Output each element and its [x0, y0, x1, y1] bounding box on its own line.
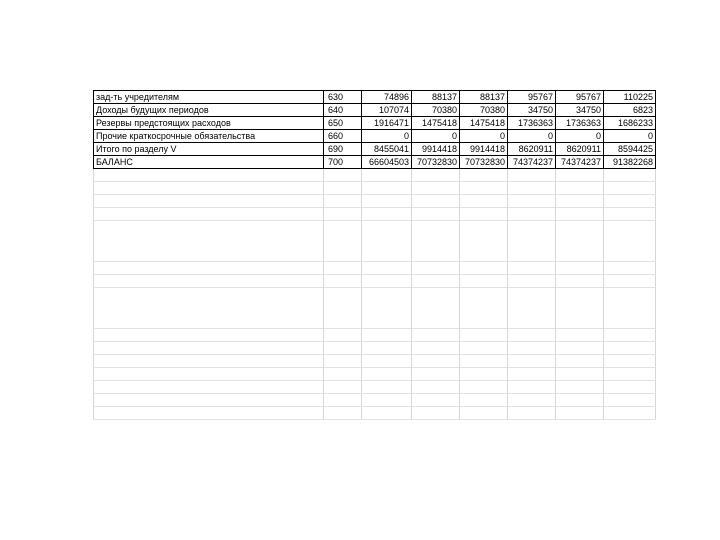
empty-cell[interactable]	[460, 394, 508, 407]
empty-cell[interactable]	[604, 195, 656, 208]
value-cell[interactable]: 34750	[508, 104, 556, 117]
empty-cell[interactable]	[460, 221, 508, 262]
empty-cell[interactable]	[604, 329, 656, 342]
empty-cell[interactable]	[604, 407, 656, 420]
empty-cell[interactable]	[460, 342, 508, 355]
row-code[interactable]: 700	[324, 156, 362, 169]
empty-cell[interactable]	[94, 262, 324, 275]
row-code[interactable]: 660	[324, 130, 362, 143]
empty-cell[interactable]	[324, 182, 362, 195]
empty-cell[interactable]	[324, 169, 362, 182]
empty-row	[94, 195, 656, 208]
row-code[interactable]: 650	[324, 117, 362, 130]
empty-cell[interactable]	[508, 329, 556, 342]
value-cell[interactable]: 1686233	[604, 117, 656, 130]
empty-cell[interactable]	[604, 182, 656, 195]
empty-cell[interactable]	[94, 355, 324, 368]
empty-cell[interactable]	[412, 275, 460, 288]
value-cell[interactable]: 70732830	[460, 156, 508, 169]
empty-cell[interactable]	[324, 355, 362, 368]
empty-row	[94, 355, 656, 368]
empty-cell[interactable]	[362, 275, 412, 288]
empty-row	[94, 342, 656, 355]
empty-cell[interactable]	[508, 355, 556, 368]
empty-cell[interactable]	[556, 208, 604, 221]
empty-cell[interactable]	[604, 342, 656, 355]
empty-cell[interactable]	[324, 394, 362, 407]
value-cell[interactable]: 95767	[556, 91, 604, 104]
value-cell[interactable]: 91382268	[604, 156, 656, 169]
empty-cell[interactable]	[556, 275, 604, 288]
empty-cell[interactable]	[94, 368, 324, 381]
value-cell[interactable]: 1475418	[412, 117, 460, 130]
row-label[interactable]: зад-ть учредителям	[94, 91, 324, 104]
row-code[interactable]: 630	[324, 91, 362, 104]
empty-cell[interactable]	[604, 394, 656, 407]
value-cell[interactable]: 0	[508, 130, 556, 143]
empty-cell[interactable]	[362, 394, 412, 407]
value-cell[interactable]: 110225	[604, 91, 656, 104]
value-cell[interactable]: 0	[362, 130, 412, 143]
empty-cell[interactable]	[460, 169, 508, 182]
empty-cell[interactable]	[556, 394, 604, 407]
empty-cell[interactable]	[324, 407, 362, 420]
table-row	[94, 91, 656, 104]
empty-row	[94, 275, 656, 288]
value-cell[interactable]: 70380	[412, 104, 460, 117]
value-cell[interactable]: 9914418	[460, 143, 508, 156]
empty-cell[interactable]	[94, 329, 324, 342]
row-label[interactable]: Резервы предстоящих расходов	[94, 117, 324, 130]
empty-cell[interactable]	[460, 407, 508, 420]
empty-cell[interactable]	[604, 355, 656, 368]
empty-cell[interactable]	[460, 368, 508, 381]
empty-cell[interactable]	[508, 169, 556, 182]
empty-cell[interactable]	[94, 169, 324, 182]
empty-cell[interactable]	[412, 381, 460, 394]
empty-cell[interactable]	[508, 275, 556, 288]
table-row	[94, 130, 656, 143]
empty-cell[interactable]	[460, 275, 508, 288]
value-cell[interactable]: 107074	[362, 104, 412, 117]
empty-cell[interactable]	[508, 342, 556, 355]
empty-cell[interactable]	[362, 288, 412, 329]
empty-cell[interactable]	[412, 355, 460, 368]
empty-cell[interactable]	[324, 262, 362, 275]
value-cell[interactable]: 70732830	[412, 156, 460, 169]
empty-cell[interactable]	[508, 394, 556, 407]
table-row	[94, 156, 656, 169]
empty-row	[94, 407, 656, 420]
empty-cell[interactable]	[362, 208, 412, 221]
spreadsheet-table	[93, 90, 656, 420]
empty-cell[interactable]	[324, 195, 362, 208]
value-cell[interactable]: 66604503	[362, 156, 412, 169]
row-label[interactable]: Прочие краткосрочные обязательства	[94, 130, 324, 143]
row-label[interactable]: Итого по разделу V	[94, 143, 324, 156]
value-cell[interactable]: 8620911	[508, 143, 556, 156]
empty-cell[interactable]	[362, 262, 412, 275]
value-cell[interactable]: 9914418	[412, 143, 460, 156]
value-cell[interactable]: 8620911	[556, 143, 604, 156]
empty-cell[interactable]	[94, 221, 324, 262]
empty-cell[interactable]	[362, 182, 412, 195]
empty-cell[interactable]	[324, 275, 362, 288]
empty-cell[interactable]	[94, 407, 324, 420]
empty-cell[interactable]	[362, 195, 412, 208]
empty-cell[interactable]	[556, 169, 604, 182]
empty-cell[interactable]	[460, 329, 508, 342]
empty-cell[interactable]	[556, 407, 604, 420]
empty-cell[interactable]	[412, 288, 460, 329]
empty-row	[94, 169, 656, 182]
empty-cell[interactable]	[362, 169, 412, 182]
table-row	[94, 143, 656, 156]
empty-cell[interactable]	[412, 394, 460, 407]
empty-cell[interactable]	[362, 329, 412, 342]
empty-cell[interactable]	[460, 355, 508, 368]
empty-cell[interactable]	[362, 407, 412, 420]
empty-cell[interactable]	[604, 262, 656, 275]
empty-cell[interactable]	[508, 182, 556, 195]
empty-cell[interactable]	[604, 208, 656, 221]
empty-cell[interactable]	[604, 288, 656, 329]
sheet-body	[94, 91, 656, 420]
empty-cell[interactable]	[556, 355, 604, 368]
empty-cell[interactable]	[508, 381, 556, 394]
value-cell[interactable]: 0	[460, 130, 508, 143]
empty-row	[94, 394, 656, 407]
empty-cell[interactable]	[508, 221, 556, 262]
empty-cell[interactable]	[460, 288, 508, 329]
empty-cell[interactable]	[94, 182, 324, 195]
empty-cell[interactable]	[460, 381, 508, 394]
value-cell[interactable]: 70380	[460, 104, 508, 117]
empty-cell[interactable]	[604, 368, 656, 381]
empty-cell[interactable]	[324, 329, 362, 342]
empty-cell[interactable]	[556, 288, 604, 329]
table-row	[94, 104, 656, 117]
empty-cell[interactable]	[412, 169, 460, 182]
empty-cell[interactable]	[412, 329, 460, 342]
empty-cell[interactable]	[604, 275, 656, 288]
row-label[interactable]: Доходы будущих периодов	[94, 104, 324, 117]
value-cell[interactable]: 0	[412, 130, 460, 143]
empty-cell[interactable]	[324, 342, 362, 355]
empty-cell[interactable]	[362, 355, 412, 368]
empty-cell[interactable]	[508, 262, 556, 275]
value-cell[interactable]: 1916471	[362, 117, 412, 130]
empty-cell[interactable]	[556, 329, 604, 342]
empty-cell[interactable]	[412, 221, 460, 262]
value-cell[interactable]: 34750	[556, 104, 604, 117]
empty-cell[interactable]	[412, 262, 460, 275]
empty-cell[interactable]	[556, 221, 604, 262]
empty-cell[interactable]	[556, 182, 604, 195]
value-cell[interactable]: 74374237	[556, 156, 604, 169]
value-cell[interactable]: 88137	[460, 91, 508, 104]
value-cell[interactable]: 1736363	[556, 117, 604, 130]
value-cell[interactable]: 6823	[604, 104, 656, 117]
empty-cell[interactable]	[460, 195, 508, 208]
empty-cell[interactable]	[508, 407, 556, 420]
empty-cell[interactable]	[412, 368, 460, 381]
empty-cell[interactable]	[556, 381, 604, 394]
empty-cell[interactable]	[604, 221, 656, 262]
empty-cell[interactable]	[94, 275, 324, 288]
empty-row	[94, 329, 656, 342]
empty-cell[interactable]	[508, 195, 556, 208]
empty-cell[interactable]	[604, 169, 656, 182]
empty-cell[interactable]	[412, 342, 460, 355]
row-label[interactable]: БАЛАНС	[94, 156, 324, 169]
empty-cell[interactable]	[556, 368, 604, 381]
empty-cell[interactable]	[412, 407, 460, 420]
empty-row	[94, 262, 656, 275]
empty-row	[94, 368, 656, 381]
empty-cell[interactable]	[508, 368, 556, 381]
value-cell[interactable]: 8594425	[604, 143, 656, 156]
empty-cell[interactable]	[94, 288, 324, 329]
empty-cell[interactable]	[556, 342, 604, 355]
empty-cell[interactable]	[460, 262, 508, 275]
empty-cell[interactable]	[94, 208, 324, 221]
empty-cell[interactable]	[94, 195, 324, 208]
value-cell[interactable]: 95767	[508, 91, 556, 104]
empty-row	[94, 381, 656, 394]
empty-cell[interactable]	[460, 208, 508, 221]
value-cell[interactable]: 1475418	[460, 117, 508, 130]
empty-row	[94, 288, 656, 329]
empty-row	[94, 221, 656, 262]
empty-cell[interactable]	[362, 342, 412, 355]
empty-cell[interactable]	[324, 381, 362, 394]
value-cell[interactable]: 0	[604, 130, 656, 143]
empty-cell[interactable]	[412, 195, 460, 208]
value-cell[interactable]: 0	[556, 130, 604, 143]
value-cell[interactable]: 1736363	[508, 117, 556, 130]
empty-cell[interactable]	[324, 208, 362, 221]
empty-cell[interactable]	[362, 368, 412, 381]
row-code[interactable]: 640	[324, 104, 362, 117]
empty-cell[interactable]	[362, 221, 412, 262]
empty-cell[interactable]	[460, 182, 508, 195]
empty-row	[94, 208, 656, 221]
empty-cell[interactable]	[94, 394, 324, 407]
empty-cell[interactable]	[362, 381, 412, 394]
empty-cell[interactable]	[324, 221, 362, 262]
empty-cell[interactable]	[324, 288, 362, 329]
table-row	[94, 117, 656, 130]
empty-cell[interactable]	[556, 195, 604, 208]
value-cell[interactable]: 74374237	[508, 156, 556, 169]
value-cell[interactable]: 74896	[362, 91, 412, 104]
value-cell[interactable]: 8455041	[362, 143, 412, 156]
value-cell[interactable]: 88137	[412, 91, 460, 104]
empty-cell[interactable]	[604, 381, 656, 394]
empty-cell[interactable]	[508, 288, 556, 329]
empty-cell[interactable]	[508, 208, 556, 221]
empty-cell[interactable]	[324, 368, 362, 381]
empty-row	[94, 182, 656, 195]
empty-cell[interactable]	[94, 342, 324, 355]
empty-cell[interactable]	[94, 381, 324, 394]
empty-cell[interactable]	[412, 182, 460, 195]
empty-cell[interactable]	[412, 208, 460, 221]
empty-cell[interactable]	[556, 262, 604, 275]
row-code[interactable]: 690	[324, 143, 362, 156]
